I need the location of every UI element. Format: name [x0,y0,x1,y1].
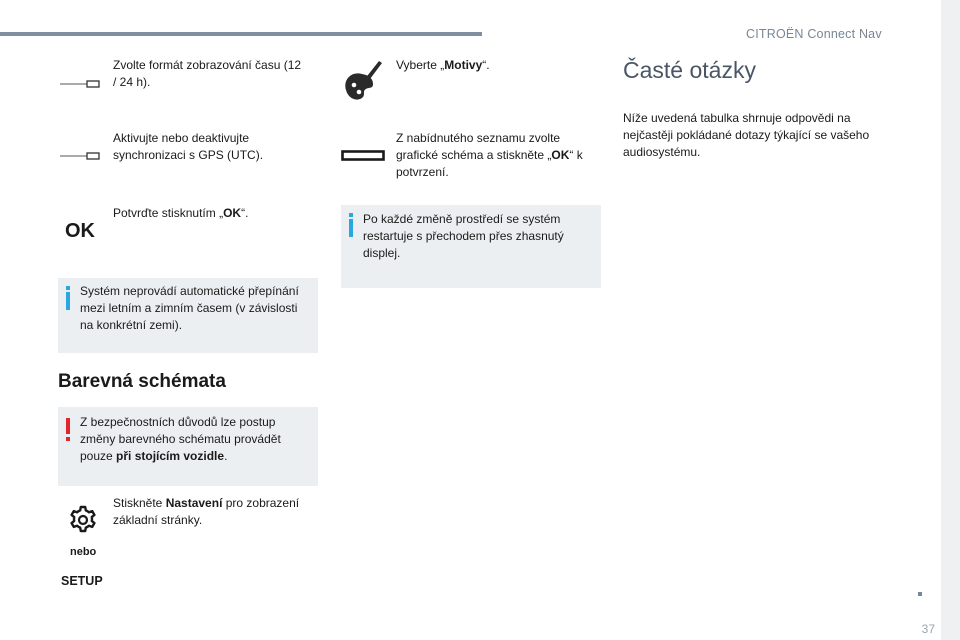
warning-text: Z bezpečnostních důvodů lze postup změny barevného schématu provádět pouze při stojícím vozidle. [80,415,281,463]
step-select-themes: Vyberte „Motivy“. [396,58,490,72]
or-label: nebo [70,546,97,558]
faq-intro-text: Níže uvedená tabulka shrnuje odpovědi na nejčastěji pokládané dotazy týkající se vašeho audiosystému. [623,111,870,159]
color-scheme-bar-icon [341,150,385,162]
warning-box-stationary [58,407,318,486]
info-icon [66,292,70,310]
info-dst-text: Systém neprovádí automatické přepínání mezi letním a zimním časem (v závislosti na konkrétní zemi). [80,284,299,332]
info-restart-text: Po každé změně prostředí se systém restartuje s přechodem přes zhasnutý displej. [363,212,564,260]
step-confirm-ok: Potvrďte stisknutím „OK“. [113,206,249,220]
ok-button-icon: OK [65,220,95,242]
info-box-restart [341,205,601,288]
step-press-settings: Stiskněte Nastavení pro zobrazení základní stránky. [113,496,300,527]
slider-control-icon [60,151,100,161]
step-time-format: Zvolte formát zobrazování času (12 / 24 h). [113,58,302,89]
continuation-dot [918,592,922,596]
header-title: CITROËN Connect Nav [746,27,882,41]
top-rule [0,32,482,36]
step-choose-scheme: Z nabídnutého seznamu zvolte grafické schéma a stiskněte „OK“ k potvrzení. [396,131,583,179]
slider-control-icon [60,79,100,89]
warning-icon [66,418,70,434]
palette-icon [342,58,384,104]
page-side-strip [941,0,960,640]
info-box-dst [58,278,318,353]
info-icon [349,219,353,237]
setup-button-label: SETUP [61,574,103,588]
step-gps-sync: Aktivujte nebo deaktivujte synchronizaci s GPS (UTC). [113,131,264,162]
faq-title: Časté otázky [623,57,756,83]
page-number: 37 [921,622,935,636]
settings-gear-icon [68,505,98,535]
section-title-color-schemes: Barevná schémata [58,371,226,392]
